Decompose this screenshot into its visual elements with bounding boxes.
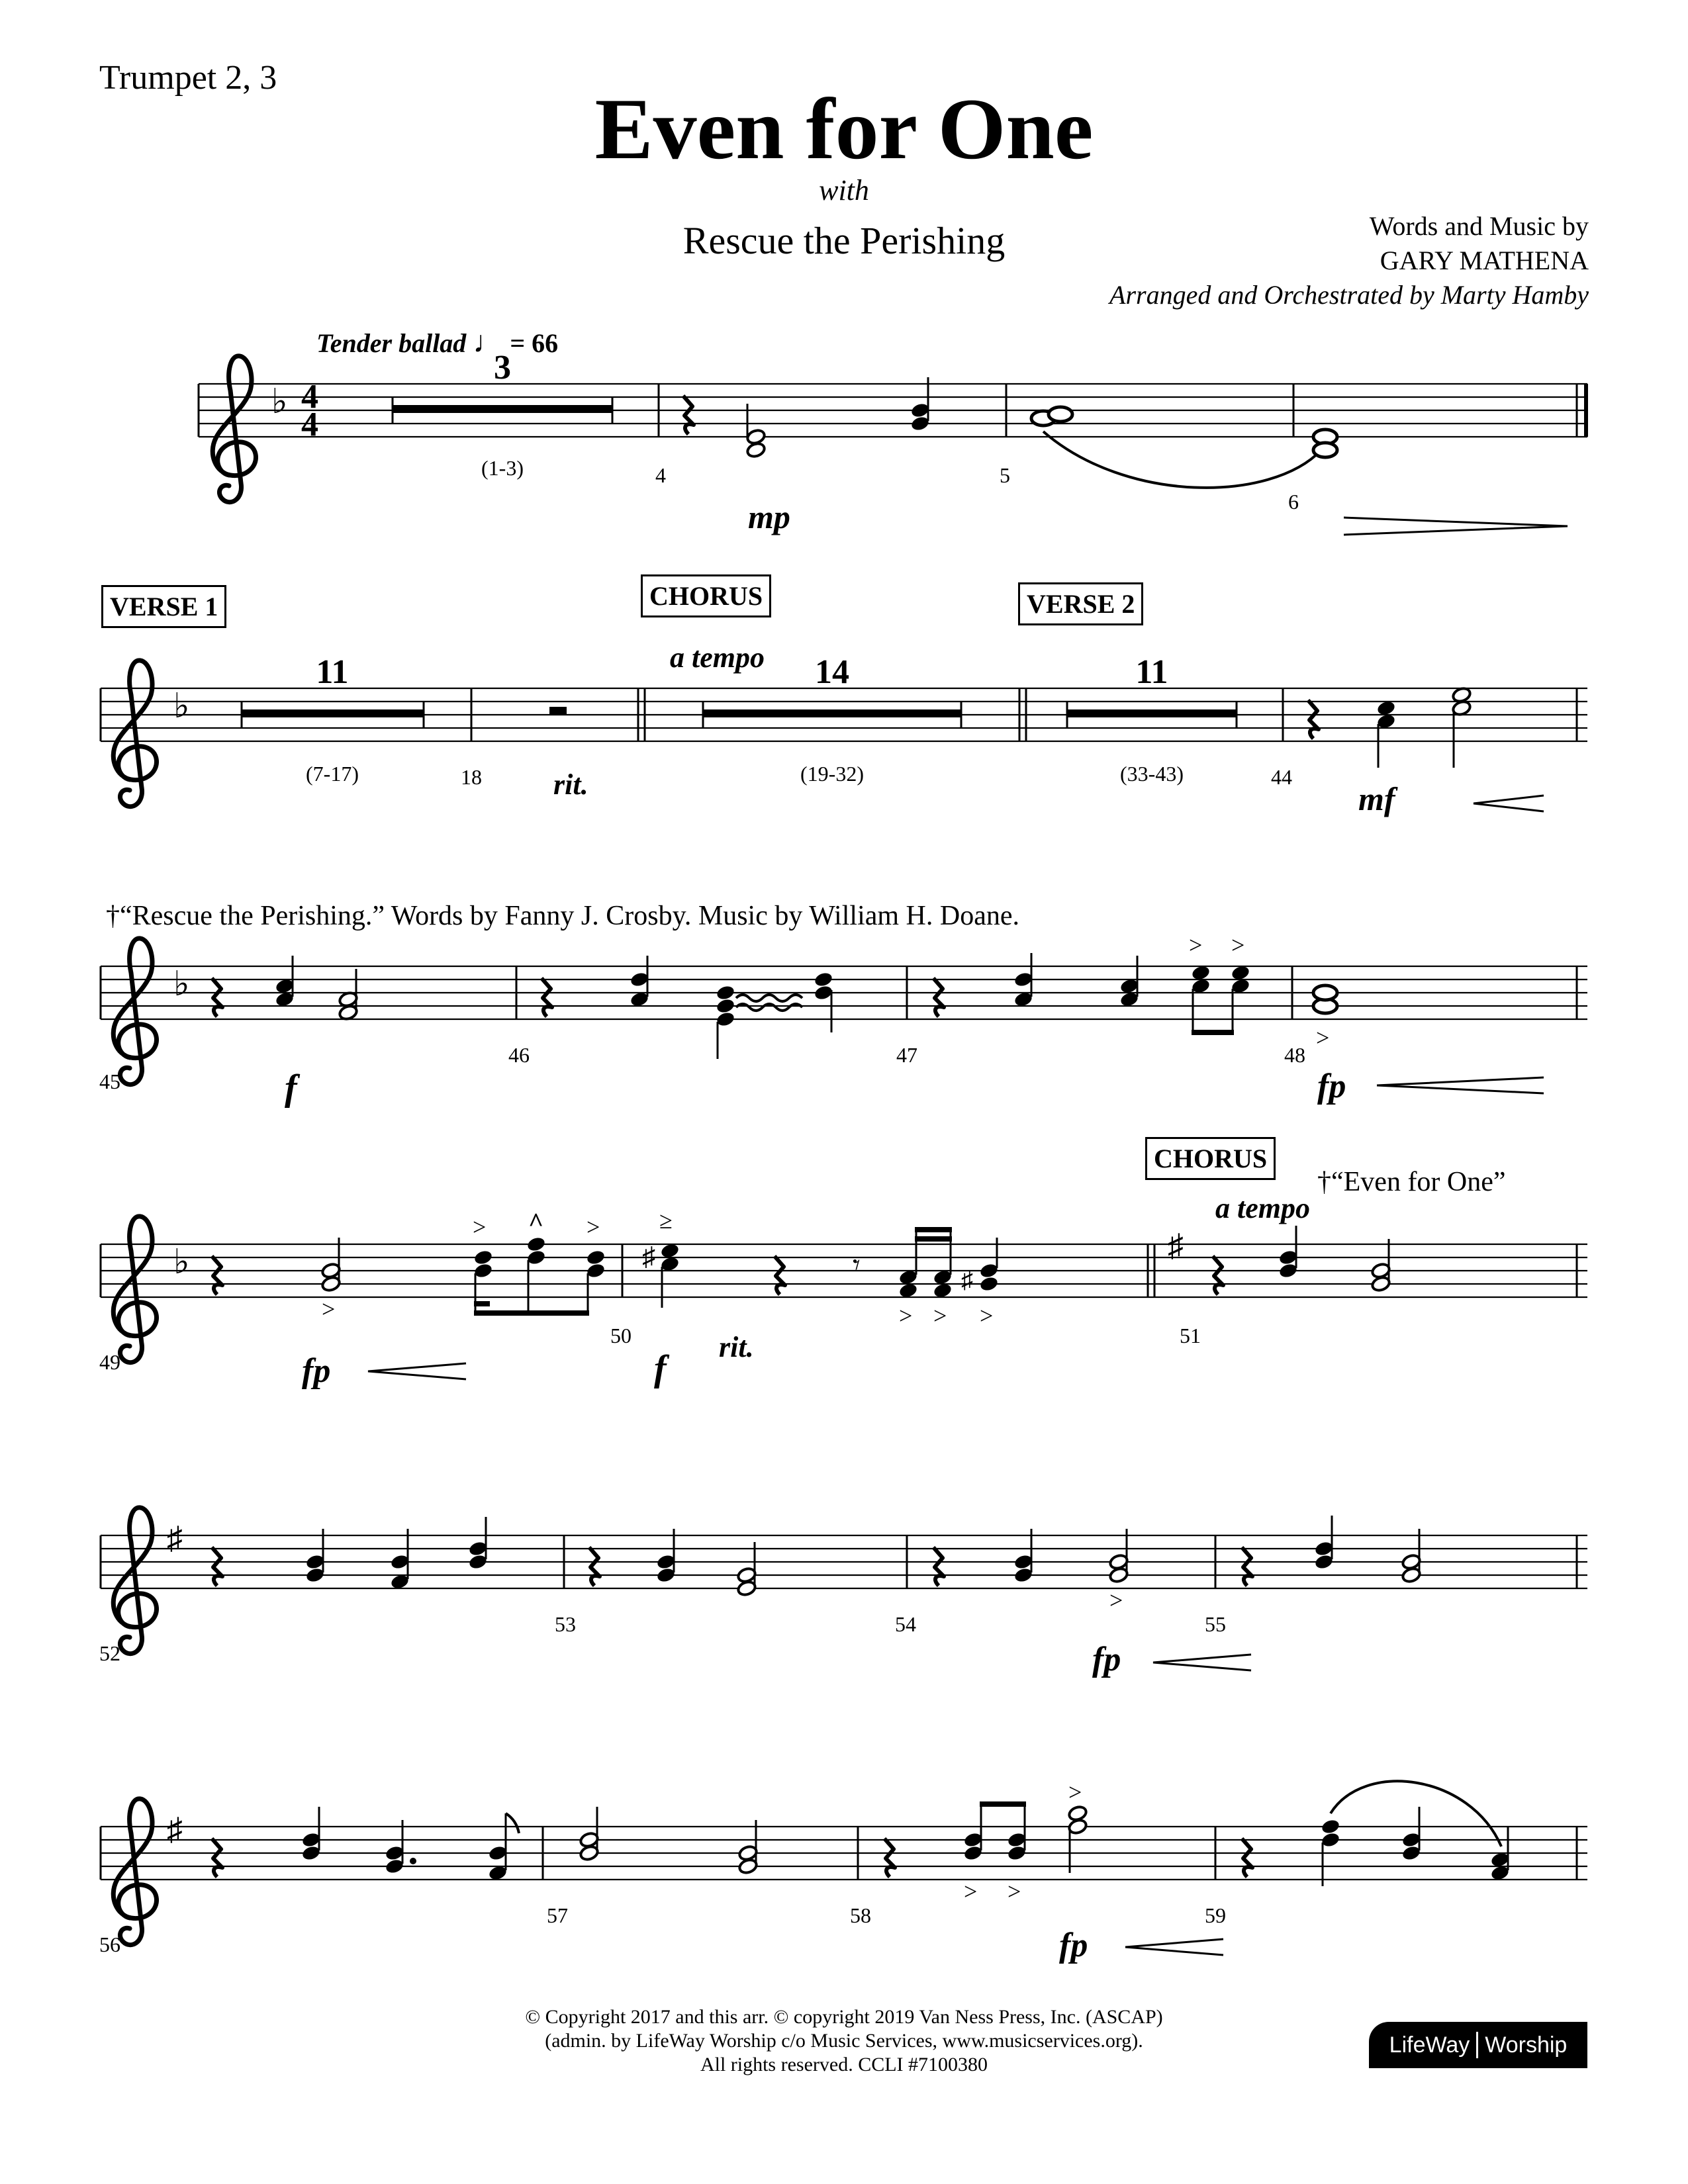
svg-text:>: > — [1189, 932, 1203, 958]
measure-number: 50 — [610, 1324, 632, 1347]
part-name: Trumpet 2, 3 — [99, 59, 277, 97]
staff-system-6 — [101, 1779, 1587, 1955]
lifeway-worship-logo — [1369, 2022, 1587, 2068]
dynamic-fp: fp — [1317, 1068, 1346, 1105]
ritardando: rit. — [553, 768, 588, 801]
svg-text:>: > — [933, 1302, 947, 1329]
measure-number: 53 — [555, 1612, 576, 1636]
tempo-bpm: = 66 — [510, 328, 559, 358]
svg-text:♭: ♭ — [173, 966, 190, 1003]
svg-text:>: > — [322, 1296, 336, 1322]
svg-text:>: > — [586, 1214, 600, 1240]
svg-text:>: > — [1109, 1587, 1123, 1614]
measure-number: 58 — [850, 1903, 871, 1927]
flat-key-signature-icon: ♭ — [271, 383, 288, 421]
svg-text:♭: ♭ — [173, 688, 190, 725]
measure-number: 56 — [99, 1933, 120, 1956]
measure-number: 59 — [1205, 1903, 1226, 1927]
measure-number: 18 — [461, 765, 482, 789]
measure-number: 5 — [1000, 463, 1010, 487]
ritardando: rit. — [719, 1331, 754, 1363]
measure-number: 48 — [1284, 1043, 1305, 1067]
svg-text:>: > — [899, 1302, 913, 1329]
credit-words-music: Words and Music by — [1369, 211, 1589, 241]
measure-number: 49 — [99, 1350, 120, 1374]
multirest-range: (7-17) — [306, 762, 359, 786]
logo-separator — [1476, 2032, 1478, 2058]
dynamic-fp: fp — [1059, 1927, 1088, 1964]
crescendo-hairpin — [1474, 796, 1544, 811]
measure-number: 45 — [99, 1069, 120, 1093]
copyright-line: © Copyright 2017 and this arr. © copyright 2019 Van Ness Press, Inc. (ASCAP) — [525, 2006, 1163, 2028]
dynamic-f: f — [654, 1348, 667, 1389]
credit-composer: GARY MATHENA — [1380, 246, 1589, 275]
svg-text:>: > — [1316, 1024, 1330, 1051]
multirest-count: 11 — [316, 653, 349, 691]
multirest-count: 14 — [815, 653, 849, 691]
measure-number: 55 — [1205, 1612, 1226, 1636]
staff-system-3 — [101, 932, 1587, 1093]
dynamic-mf: mf — [1358, 780, 1395, 817]
multirest-range: (1-3) — [481, 456, 524, 480]
measure-number: 44 — [1271, 765, 1292, 789]
rehearsal-verse-1: VERSE 1 — [101, 585, 226, 628]
dynamic-fp: fp — [1092, 1641, 1121, 1678]
measure-number: 54 — [895, 1612, 916, 1636]
svg-text:>: > — [964, 1878, 978, 1905]
rehearsal-verse-2: VERSE 2 — [1018, 582, 1143, 625]
measure-number: 46 — [508, 1043, 530, 1067]
multirest-range: (33-43) — [1120, 762, 1184, 786]
treble-clef-icon — [212, 356, 256, 502]
footnote-even: †“Even for One” — [1317, 1167, 1506, 1197]
multirest-range: (19-32) — [800, 762, 864, 786]
a-tempo-2: a tempo — [1215, 1192, 1310, 1224]
measure-number: 4 — [655, 463, 666, 487]
quarter-note-icon: ♩ — [473, 325, 504, 359]
multirest-bar — [393, 405, 612, 413]
measure-number: 6 — [1288, 490, 1299, 514]
rehearsal-chorus-2: CHORUS — [1145, 1137, 1276, 1180]
svg-text:≥: ≥ — [659, 1207, 673, 1234]
a-tempo-1: a tempo — [670, 641, 765, 674]
svg-text:>: > — [1008, 1878, 1021, 1905]
svg-text:♯: ♯ — [167, 1812, 183, 1847]
time-sig-top: 4 — [301, 378, 318, 416]
svg-text:>: > — [1068, 1779, 1082, 1805]
copyright-line: All rights reserved. CCLI #7100380 — [700, 2054, 988, 2075]
measure-number: 52 — [99, 1641, 120, 1665]
multirest-count: 3 — [494, 349, 511, 387]
dynamic-fp: fp — [302, 1352, 331, 1390]
svg-text:𝄾: 𝄾 — [853, 1249, 861, 1281]
logo-text-left: LifeWay — [1389, 2032, 1470, 2058]
subtitle: Rescue the Perishing — [682, 219, 1006, 262]
dynamic-f: f — [285, 1068, 297, 1109]
svg-text:♯: ♯ — [642, 1242, 655, 1271]
time-sig-bottom: 4 — [301, 406, 318, 443]
decrescendo-hairpin — [1344, 518, 1568, 535]
svg-text:♯: ♯ — [961, 1267, 973, 1293]
with-text: with — [819, 174, 869, 206]
svg-text:♭: ♭ — [173, 1244, 190, 1281]
svg-text:>: > — [980, 1302, 994, 1329]
svg-text:♯: ♯ — [167, 1521, 183, 1556]
staff-system-5 — [101, 1508, 1587, 1670]
logo-text-right: Worship — [1485, 2032, 1568, 2058]
svg-text:>: > — [1231, 932, 1245, 958]
page-title: Even for One — [594, 80, 1094, 177]
sharp-key-signature-icon: ♯ — [1168, 1228, 1184, 1263]
measure-number: 51 — [1180, 1324, 1201, 1347]
footnote-rescue: †“Rescue the Perishing.” Words by Fanny J. Crosby. Music by William H. Doane. — [106, 901, 1019, 931]
svg-text:^: ^ — [528, 1207, 544, 1237]
measure-number: 57 — [547, 1903, 568, 1927]
dynamic-mp: mp — [748, 498, 790, 535]
staff-system-1 — [199, 349, 1587, 535]
credit-arranger: Arranged and Orchestrated by Marty Hamby — [1109, 280, 1589, 310]
rehearsal-chorus: CHORUS — [641, 574, 771, 617]
copyright-line: (admin. by LifeWay Worship c/o Music Services, www.musicservices.org). — [545, 2030, 1143, 2052]
svg-text:>: > — [473, 1214, 487, 1240]
multirest-count: 11 — [1135, 653, 1168, 691]
tempo-text: Tender ballad — [316, 328, 467, 358]
measure-number: 47 — [896, 1043, 917, 1067]
